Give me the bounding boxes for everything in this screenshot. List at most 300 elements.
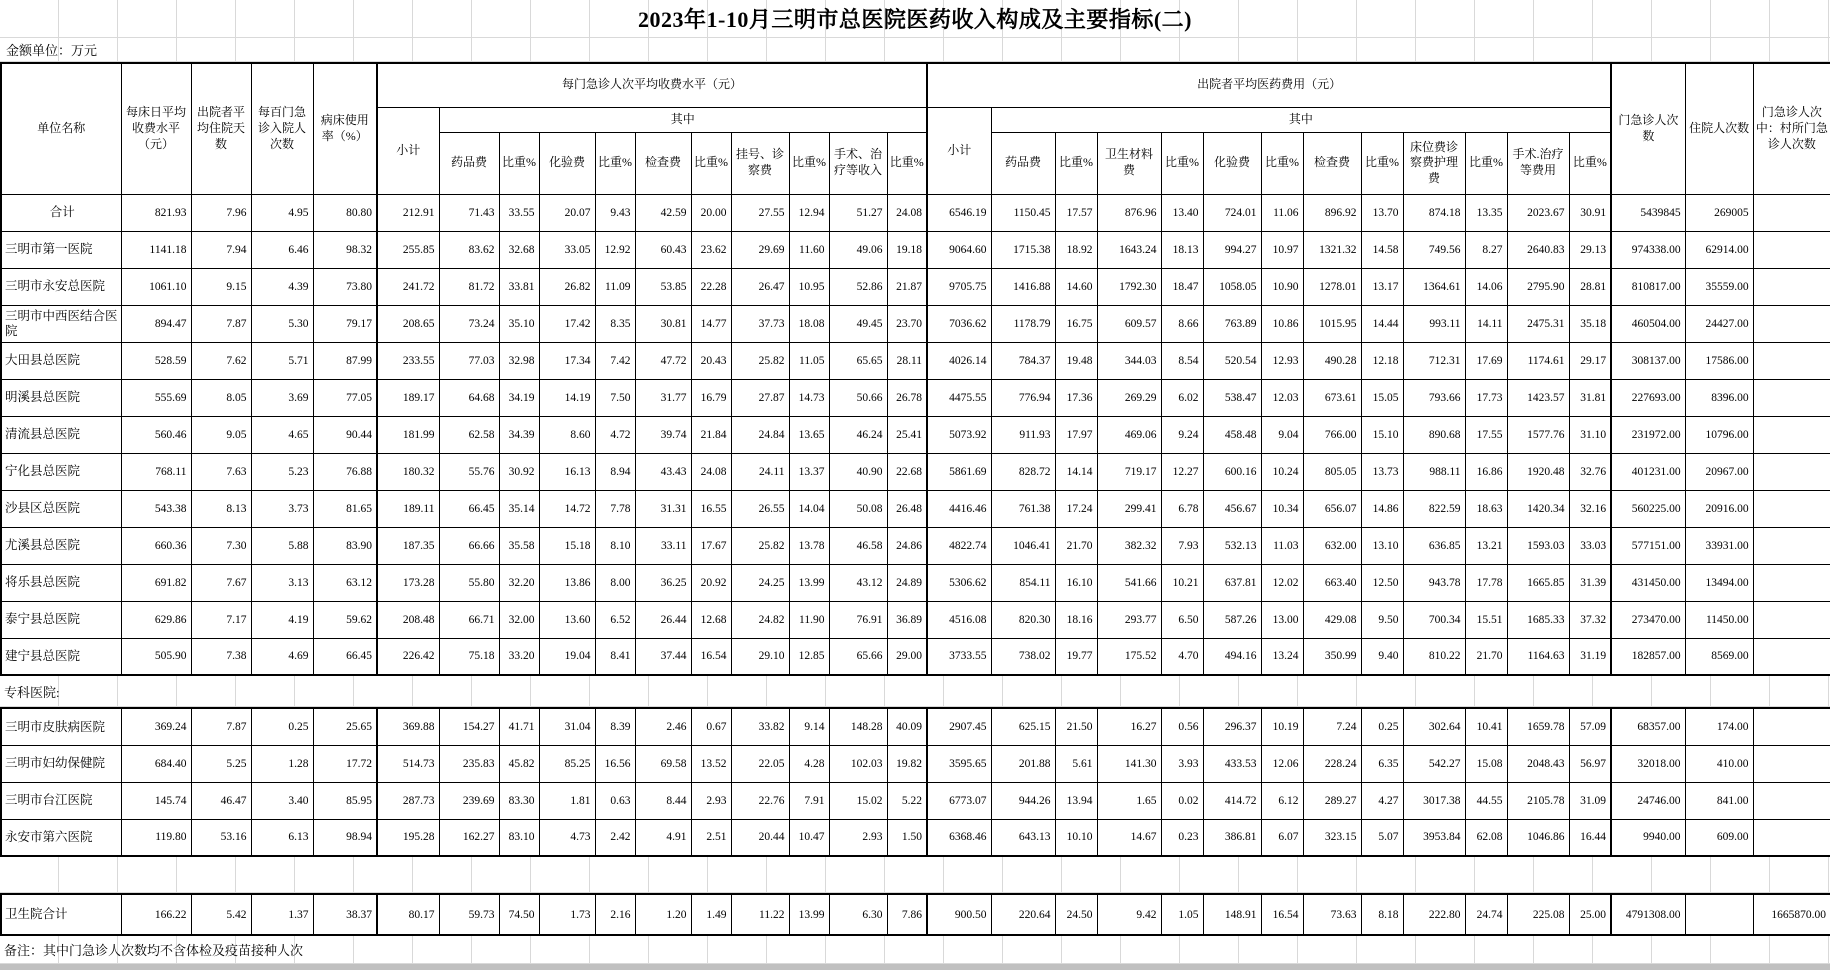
cell[interactable]: 7.62 <box>191 342 251 379</box>
remark-row[interactable] <box>0 936 1830 964</box>
cell[interactable]: 73.63 <box>1303 894 1361 935</box>
row-label-cell[interactable]: 将乐县总医院 <box>1 564 121 601</box>
cell[interactable]: 77.03 <box>439 342 499 379</box>
cell[interactable]: 7.24 <box>1303 708 1361 745</box>
cell[interactable]: 4416.46 <box>927 490 991 527</box>
cell[interactable]: 768.11 <box>121 453 191 490</box>
cell[interactable]: 0.67 <box>691 708 731 745</box>
cell[interactable]: 46.24 <box>829 416 887 453</box>
cell[interactable]: 37.44 <box>635 638 691 675</box>
cell[interactable]: 80.17 <box>377 894 439 935</box>
cell[interactable]: 16.86 <box>1465 453 1507 490</box>
cell[interactable]: 1643.24 <box>1097 231 1161 268</box>
cell[interactable]: 16.44 <box>1569 819 1611 856</box>
cell[interactable]: 4.19 <box>251 601 313 638</box>
cell[interactable]: 30.92 <box>499 453 539 490</box>
cell[interactable]: 8.35 <box>595 305 635 342</box>
cell[interactable]: 21.50 <box>1055 708 1097 745</box>
cell[interactable]: 469.06 <box>1097 416 1161 453</box>
cell[interactable]: 11.03 <box>1261 527 1303 564</box>
cell[interactable]: 9705.75 <box>927 268 991 305</box>
cell[interactable]: 28.81 <box>1569 268 1611 305</box>
cell[interactable]: 4475.55 <box>927 379 991 416</box>
cell[interactable]: 239.69 <box>439 782 499 819</box>
cell[interactable]: 894.47 <box>121 305 191 342</box>
cell[interactable]: 3595.65 <box>927 745 991 782</box>
cell[interactable]: 66.45 <box>439 490 499 527</box>
cell[interactable]: 16.55 <box>691 490 731 527</box>
cell[interactable]: 33.55 <box>499 194 539 231</box>
cell[interactable]: 13.21 <box>1465 527 1507 564</box>
cell[interactable]: 988.11 <box>1403 453 1465 490</box>
cell[interactable]: 13.37 <box>789 453 829 490</box>
cell[interactable]: 30.91 <box>1569 194 1611 231</box>
cell[interactable]: 31.39 <box>1569 564 1611 601</box>
cell[interactable]: 1715.38 <box>991 231 1055 268</box>
cell[interactable]: 15.18 <box>539 527 595 564</box>
row-label-cell[interactable]: 明溪县总医院 <box>1 379 121 416</box>
cell[interactable]: 56.97 <box>1569 745 1611 782</box>
unit-note-row[interactable] <box>0 38 1830 62</box>
cell[interactable]: 637.81 <box>1203 564 1261 601</box>
empty-grid-band[interactable] <box>0 857 1830 893</box>
cell[interactable]: 369.24 <box>121 708 191 745</box>
cell[interactable]: 5306.62 <box>927 564 991 601</box>
cell[interactable]: 609.57 <box>1097 305 1161 342</box>
cell[interactable]: 542.27 <box>1403 745 1465 782</box>
group-header-outpatient-among[interactable]: 其中 <box>439 107 927 132</box>
cell[interactable]: 528.59 <box>121 342 191 379</box>
cell[interactable]: 6.52 <box>595 601 635 638</box>
cell[interactable]: 2023.67 <box>1507 194 1569 231</box>
cell[interactable]: 8.39 <box>595 708 635 745</box>
cell[interactable]: 8.10 <box>595 527 635 564</box>
cell[interactable]: 1.37 <box>251 894 313 935</box>
cell[interactable]: 87.99 <box>313 342 377 379</box>
row-label-cell[interactable]: 尤溪县总医院 <box>1 527 121 564</box>
cell[interactable]: 11.05 <box>789 342 829 379</box>
cell[interactable]: 174.00 <box>1685 708 1753 745</box>
cell[interactable]: 13.65 <box>789 416 829 453</box>
cell[interactable]: 26.47 <box>731 268 789 305</box>
cell[interactable]: 12.93 <box>1261 342 1303 379</box>
cell[interactable]: 21.70 <box>1055 527 1097 564</box>
cell[interactable]: 15.10 <box>1361 416 1403 453</box>
cell[interactable]: 2.42 <box>595 819 635 856</box>
row-label-cell[interactable]: 三明市永安总医院 <box>1 268 121 305</box>
cell[interactable]: 10.10 <box>1055 819 1097 856</box>
row-label-cell[interactable]: 大田县总医院 <box>1 342 121 379</box>
cell[interactable]: 225.08 <box>1507 894 1569 935</box>
cell[interactable]: 13.78 <box>789 527 829 564</box>
cell[interactable]: 10.24 <box>1261 453 1303 490</box>
cell[interactable]: 16.10 <box>1055 564 1097 601</box>
cell[interactable]: 1659.78 <box>1507 708 1569 745</box>
cell[interactable]: 13.17 <box>1361 268 1403 305</box>
cell[interactable]: 17.55 <box>1465 416 1507 453</box>
cell[interactable]: 4.73 <box>539 819 595 856</box>
cell[interactable]: 81.65 <box>313 490 377 527</box>
cell[interactable]: 9.15 <box>191 268 251 305</box>
cell[interactable]: 74.50 <box>499 894 539 935</box>
cell[interactable]: 255.85 <box>377 231 439 268</box>
cell[interactable]: 1046.86 <box>1507 819 1569 856</box>
cell[interactable]: 31.77 <box>635 379 691 416</box>
cell[interactable]: 8.94 <box>595 453 635 490</box>
row-label-cell[interactable]: 三明市台江医院 <box>1 782 121 819</box>
cell[interactable]: 543.38 <box>121 490 191 527</box>
cell[interactable]: 17.24 <box>1055 490 1097 527</box>
cell[interactable]: 80.80 <box>313 194 377 231</box>
cell[interactable]: 20.43 <box>691 342 731 379</box>
cell[interactable]: 1015.95 <box>1303 305 1361 342</box>
cell[interactable]: 911.93 <box>991 416 1055 453</box>
cell[interactable]: 32.20 <box>499 564 539 601</box>
col-header-ip-material-pct[interactable]: 比重% <box>1161 132 1203 194</box>
row-label-cell[interactable]: 清流县总医院 <box>1 416 121 453</box>
cell[interactable]: 11450.00 <box>1685 601 1753 638</box>
cell[interactable]: 1.73 <box>539 894 595 935</box>
cell[interactable]: 1061.10 <box>121 268 191 305</box>
cell[interactable]: 26.48 <box>887 490 927 527</box>
cell[interactable]: 20.00 <box>691 194 731 231</box>
cell[interactable]: 41.71 <box>499 708 539 745</box>
cell[interactable]: 33.03 <box>1569 527 1611 564</box>
cell[interactable]: 600.16 <box>1203 453 1261 490</box>
cell[interactable]: 154.27 <box>439 708 499 745</box>
cell[interactable]: 148.28 <box>829 708 887 745</box>
cell[interactable]: 85.25 <box>539 745 595 782</box>
cell[interactable]: 26.55 <box>731 490 789 527</box>
cell[interactable]: 900.50 <box>927 894 991 935</box>
cell[interactable]: 269.29 <box>1097 379 1161 416</box>
cell[interactable]: 189.17 <box>377 379 439 416</box>
cell[interactable]: 102.03 <box>829 745 887 782</box>
cell[interactable]: 35.18 <box>1569 305 1611 342</box>
cell[interactable] <box>1753 527 1830 564</box>
cell[interactable]: 24.74 <box>1465 894 1507 935</box>
row-label-cell[interactable]: 三明市第一医院 <box>1 231 121 268</box>
row-label-cell[interactable]: 沙县区总医院 <box>1 490 121 527</box>
col-header-ip-lab-pct[interactable]: 比重% <box>1261 132 1303 194</box>
cell[interactable]: 4.95 <box>251 194 313 231</box>
cell[interactable]: 993.11 <box>1403 305 1465 342</box>
cell[interactable]: 33.20 <box>499 638 539 675</box>
cell[interactable]: 433.53 <box>1203 745 1261 782</box>
cell[interactable]: 555.69 <box>121 379 191 416</box>
cell[interactable]: 31.09 <box>1569 782 1611 819</box>
cell[interactable]: 766.00 <box>1303 416 1361 453</box>
cell[interactable]: 490.28 <box>1303 342 1361 379</box>
cell[interactable]: 19.82 <box>887 745 927 782</box>
cell[interactable]: 29.17 <box>1569 342 1611 379</box>
cell[interactable]: 31.19 <box>1569 638 1611 675</box>
cell[interactable]: 75.18 <box>439 638 499 675</box>
cell[interactable]: 38.37 <box>313 894 377 935</box>
cell[interactable]: 9.50 <box>1361 601 1403 638</box>
cell[interactable]: 9.40 <box>1361 638 1403 675</box>
cell[interactable]: 8.13 <box>191 490 251 527</box>
cell[interactable]: 29.10 <box>731 638 789 675</box>
cell[interactable]: 12.27 <box>1161 453 1203 490</box>
cell[interactable]: 700.34 <box>1403 601 1465 638</box>
cell[interactable]: 83.30 <box>499 782 539 819</box>
cell[interactable]: 22.28 <box>691 268 731 305</box>
cell[interactable]: 7.30 <box>191 527 251 564</box>
cell[interactable]: 5.23 <box>251 453 313 490</box>
cell[interactable]: 32.76 <box>1569 453 1611 490</box>
cell[interactable]: 173.28 <box>377 564 439 601</box>
cell[interactable]: 3953.84 <box>1403 819 1465 856</box>
cell[interactable]: 43.43 <box>635 453 691 490</box>
cell[interactable]: 560.46 <box>121 416 191 453</box>
col-header-inpatient-subtotal[interactable]: 小计 <box>927 107 991 194</box>
row-label-cell[interactable]: 三明市中西医结合医院 <box>1 305 121 342</box>
cell[interactable]: 8396.00 <box>1685 379 1753 416</box>
cell[interactable]: 227693.00 <box>1611 379 1685 416</box>
cell[interactable]: 656.07 <box>1303 490 1361 527</box>
cell[interactable]: 308137.00 <box>1611 342 1685 379</box>
cell[interactable]: 44.55 <box>1465 782 1507 819</box>
cell[interactable]: 195.28 <box>377 819 439 856</box>
cell[interactable]: 10.34 <box>1261 490 1303 527</box>
cell[interactable]: 1058.05 <box>1203 268 1261 305</box>
col-header-op-exam-fee[interactable]: 检查费 <box>635 132 691 194</box>
cell[interactable]: 287.73 <box>377 782 439 819</box>
cell[interactable]: 6.07 <box>1261 819 1303 856</box>
cell[interactable]: 6.46 <box>251 231 313 268</box>
cell[interactable]: 14.86 <box>1361 490 1403 527</box>
cell[interactable]: 25.65 <box>313 708 377 745</box>
cell[interactable]: 4822.74 <box>927 527 991 564</box>
cell[interactable]: 0.25 <box>1361 708 1403 745</box>
cell[interactable]: 994.27 <box>1203 231 1261 268</box>
cell[interactable] <box>1685 894 1753 935</box>
cell[interactable]: 76.91 <box>829 601 887 638</box>
cell[interactable]: 410.00 <box>1685 745 1753 782</box>
cell[interactable]: 7036.62 <box>927 305 991 342</box>
cell[interactable]: 10.95 <box>789 268 829 305</box>
cell[interactable]: 7.42 <box>595 342 635 379</box>
cell[interactable] <box>1753 379 1830 416</box>
cell[interactable]: 83.62 <box>439 231 499 268</box>
cell[interactable]: 18.92 <box>1055 231 1097 268</box>
cell[interactable]: 632.00 <box>1303 527 1361 564</box>
cell[interactable]: 9.43 <box>595 194 635 231</box>
cell[interactable] <box>1753 194 1830 231</box>
cell[interactable]: 712.31 <box>1403 342 1465 379</box>
cell[interactable]: 673.61 <box>1303 379 1361 416</box>
cell[interactable]: 636.85 <box>1403 527 1465 564</box>
cell[interactable]: 10796.00 <box>1685 416 1753 453</box>
cell[interactable]: 2.93 <box>829 819 887 856</box>
col-header-ip-exam-pct[interactable]: 比重% <box>1361 132 1403 194</box>
cell[interactable]: 18.47 <box>1161 268 1203 305</box>
cell[interactable]: 1046.41 <box>991 527 1055 564</box>
cell[interactable]: 4.91 <box>635 819 691 856</box>
cell[interactable]: 643.13 <box>991 819 1055 856</box>
col-header-ip-drug-pct[interactable]: 比重% <box>1055 132 1097 194</box>
cell[interactable]: 33.81 <box>499 268 539 305</box>
cell[interactable]: 4516.08 <box>927 601 991 638</box>
cell[interactable]: 776.94 <box>991 379 1055 416</box>
cell[interactable]: 289.27 <box>1303 782 1361 819</box>
cell[interactable]: 269005 <box>1685 194 1753 231</box>
sheet-title-row[interactable] <box>0 0 1830 38</box>
cell[interactable]: 0.56 <box>1161 708 1203 745</box>
cell[interactable]: 5.25 <box>191 745 251 782</box>
cell[interactable]: 1141.18 <box>121 231 191 268</box>
cell[interactable]: 784.37 <box>991 342 1055 379</box>
cell[interactable]: 83.90 <box>313 527 377 564</box>
cell[interactable]: 1685.33 <box>1507 601 1569 638</box>
cell[interactable]: 39.74 <box>635 416 691 453</box>
cell[interactable]: 2.93 <box>691 782 731 819</box>
cell[interactable]: 16.13 <box>539 453 595 490</box>
cell[interactable]: 3.40 <box>251 782 313 819</box>
cell[interactable]: 33.82 <box>731 708 789 745</box>
cell[interactable]: 1164.63 <box>1507 638 1569 675</box>
cell[interactable]: 7.63 <box>191 453 251 490</box>
cell[interactable]: 20.07 <box>539 194 595 231</box>
cell[interactable]: 12.50 <box>1361 564 1403 601</box>
cell[interactable]: 47.72 <box>635 342 691 379</box>
cell[interactable]: 12.68 <box>691 601 731 638</box>
cell[interactable]: 66.66 <box>439 527 499 564</box>
cell[interactable]: 23.62 <box>691 231 731 268</box>
cell[interactable]: 175.52 <box>1097 638 1161 675</box>
cell[interactable]: 212.91 <box>377 194 439 231</box>
cell[interactable]: 9.05 <box>191 416 251 453</box>
cell[interactable]: 820.30 <box>991 601 1055 638</box>
cell[interactable]: 32.98 <box>499 342 539 379</box>
cell[interactable]: 1593.03 <box>1507 527 1569 564</box>
cell[interactable]: 3.93 <box>1161 745 1203 782</box>
cell[interactable]: 16.27 <box>1097 708 1161 745</box>
cell[interactable]: 24.50 <box>1055 894 1097 935</box>
cell[interactable]: 323.15 <box>1303 819 1361 856</box>
cell[interactable]: 13.10 <box>1361 527 1403 564</box>
cell[interactable]: 22.68 <box>887 453 927 490</box>
cell[interactable]: 6.02 <box>1161 379 1203 416</box>
cell[interactable]: 22.76 <box>731 782 789 819</box>
cell[interactable]: 37.73 <box>731 305 789 342</box>
cell[interactable]: 9.24 <box>1161 416 1203 453</box>
cell[interactable]: 719.17 <box>1097 453 1161 490</box>
cell[interactable]: 10.19 <box>1261 708 1303 745</box>
cell[interactable]: 81.72 <box>439 268 499 305</box>
cell[interactable]: 32.68 <box>499 231 539 268</box>
cell[interactable]: 538.47 <box>1203 379 1261 416</box>
cell[interactable]: 35.14 <box>499 490 539 527</box>
cell[interactable]: 59.73 <box>439 894 499 935</box>
cell[interactable]: 761.38 <box>991 490 1055 527</box>
cell[interactable]: 7.38 <box>191 638 251 675</box>
cell[interactable]: 62.58 <box>439 416 499 453</box>
cell[interactable]: 6546.19 <box>927 194 991 231</box>
cell[interactable]: 8.44 <box>635 782 691 819</box>
cell[interactable]: 10.21 <box>1161 564 1203 601</box>
cell[interactable]: 1577.76 <box>1507 416 1569 453</box>
cell[interactable]: 0.63 <box>595 782 635 819</box>
cell[interactable]: 10.47 <box>789 819 829 856</box>
cell[interactable]: 17.34 <box>539 342 595 379</box>
cell[interactable]: 8.66 <box>1161 305 1203 342</box>
cell[interactable]: 27.87 <box>731 379 789 416</box>
cell[interactable]: 1150.45 <box>991 194 1055 231</box>
cell[interactable]: 369.88 <box>377 708 439 745</box>
cell[interactable]: 13.00 <box>1261 601 1303 638</box>
cell[interactable]: 228.24 <box>1303 745 1361 782</box>
cell[interactable]: 148.91 <box>1203 894 1261 935</box>
cell[interactable]: 0.02 <box>1161 782 1203 819</box>
cell[interactable]: 4.65 <box>251 416 313 453</box>
cell[interactable]: 5439845 <box>1611 194 1685 231</box>
cell[interactable]: 51.27 <box>829 194 887 231</box>
cell[interactable]: 20967.00 <box>1685 453 1753 490</box>
cell[interactable]: 793.66 <box>1403 379 1465 416</box>
cell[interactable]: 85.95 <box>313 782 377 819</box>
col-header-outpatient-subtotal[interactable]: 小计 <box>377 107 439 194</box>
cell[interactable]: 55.80 <box>439 564 499 601</box>
cell[interactable]: 14.73 <box>789 379 829 416</box>
cell[interactable]: 55.76 <box>439 453 499 490</box>
cell[interactable]: 36.89 <box>887 601 927 638</box>
cell[interactable]: 162.27 <box>439 819 499 856</box>
cell[interactable]: 7.50 <box>595 379 635 416</box>
cell[interactable]: 1420.34 <box>1507 490 1569 527</box>
cell[interactable]: 1.50 <box>887 819 927 856</box>
cell[interactable]: 1.81 <box>539 782 595 819</box>
cell[interactable]: 69.58 <box>635 745 691 782</box>
cell[interactable]: 5861.69 <box>927 453 991 490</box>
cell[interactable]: 79.17 <box>313 305 377 342</box>
cell[interactable]: 21.70 <box>1465 638 1507 675</box>
cell[interactable]: 386.81 <box>1203 819 1261 856</box>
cell[interactable]: 25.41 <box>887 416 927 453</box>
cell[interactable]: 691.82 <box>121 564 191 601</box>
col-header-avg-stay-days[interactable]: 出院者平均住院天数 <box>191 63 251 194</box>
cell[interactable]: 10.90 <box>1261 268 1303 305</box>
cell[interactable]: 890.68 <box>1403 416 1465 453</box>
row-label-cell[interactable]: 泰宁县总医院 <box>1 601 121 638</box>
cell[interactable]: 65.65 <box>829 342 887 379</box>
cell[interactable]: 180.32 <box>377 453 439 490</box>
cell[interactable]: 18.16 <box>1055 601 1097 638</box>
cell[interactable]: 2.51 <box>691 819 731 856</box>
cell[interactable]: 231972.00 <box>1611 416 1685 453</box>
cell[interactable]: 17.78 <box>1465 564 1507 601</box>
cell[interactable]: 3733.55 <box>927 638 991 675</box>
cell[interactable]: 663.40 <box>1303 564 1361 601</box>
cell[interactable]: 18.63 <box>1465 490 1507 527</box>
cell[interactable]: 12.94 <box>789 194 829 231</box>
cell[interactable]: 11.90 <box>789 601 829 638</box>
cell[interactable]: 15.51 <box>1465 601 1507 638</box>
cell[interactable]: 19.18 <box>887 231 927 268</box>
cell[interactable]: 17.36 <box>1055 379 1097 416</box>
cell[interactable]: 821.93 <box>121 194 191 231</box>
cell[interactable] <box>1753 490 1830 527</box>
col-header-bed-usage-rate[interactable]: 病床使用率（%） <box>313 63 377 194</box>
cell[interactable]: 189.11 <box>377 490 439 527</box>
cell[interactable]: 1364.61 <box>1403 268 1465 305</box>
col-header-op-lab-fee[interactable]: 化验费 <box>539 132 595 194</box>
cell[interactable]: 4.70 <box>1161 638 1203 675</box>
cell[interactable]: 201.88 <box>991 745 1055 782</box>
cell[interactable]: 302.64 <box>1403 708 1465 745</box>
cell[interactable] <box>1753 453 1830 490</box>
